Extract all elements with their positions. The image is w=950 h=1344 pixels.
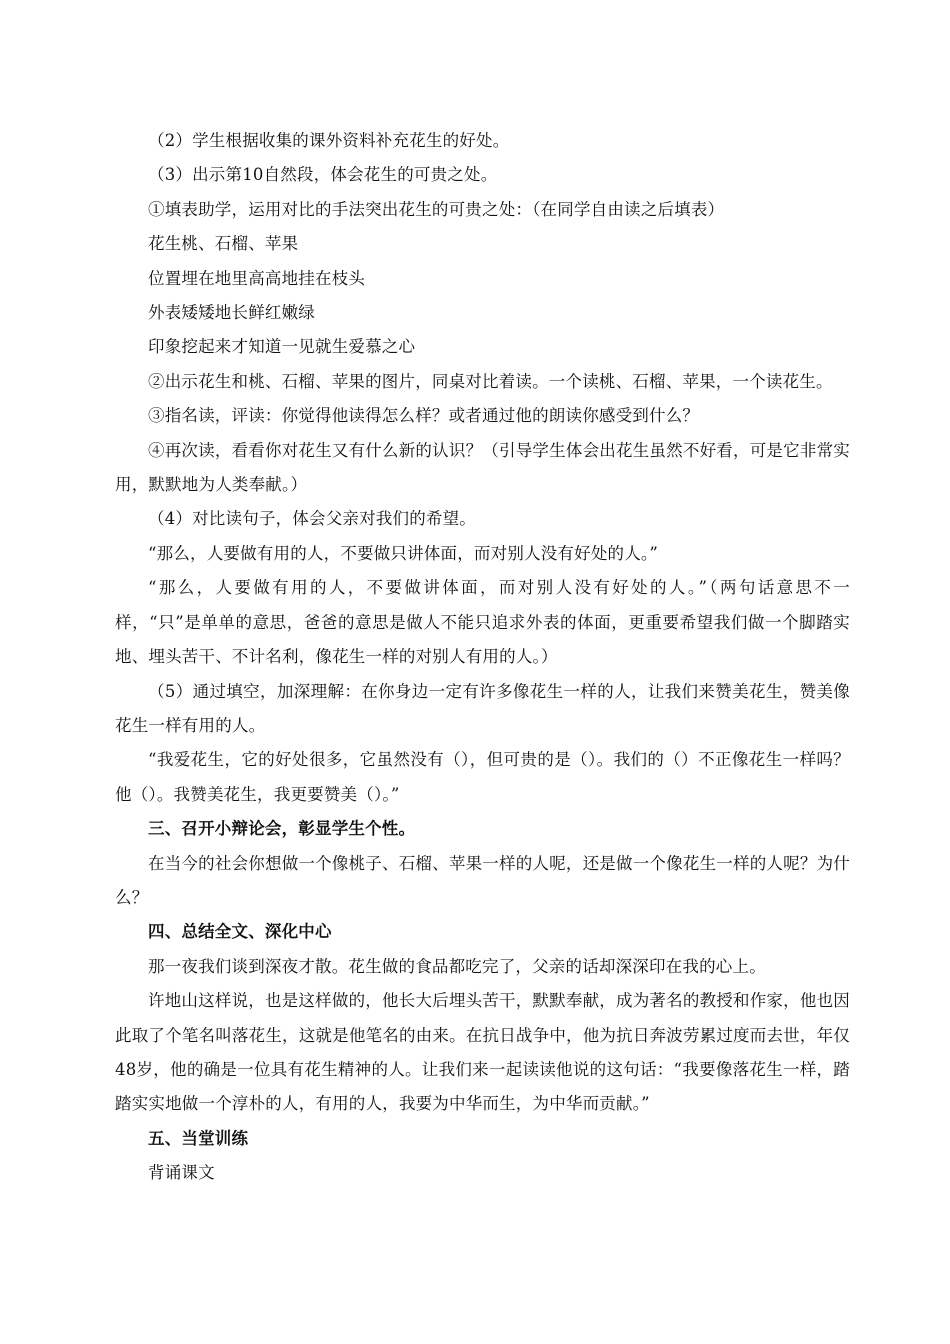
named-reading-text: ③指名读，评读：你觉得他读得怎么样？或者通过他的朗读你感受到什么？ [148,406,700,426]
sub-point-4-text: （4）对比读句子，体会父亲对我们的希望。 [148,509,476,529]
table-activity-text: ①填表助学，运用对比的手法突出花生的可贵之处：（在同学自由读之后填表） [148,199,725,219]
summary-text-1: 那一夜我们谈到深夜才散。花生做的食品都吃完了，父亲的话却深深印在我的心上。 [148,956,766,976]
table-row-appearance: 外表矮矮地长鲜红嫩绿 [148,303,315,323]
table-row-header: 花生桃、石榴、苹果 [148,234,299,254]
sub-point-5-text: （5）通过填空，加深理解：在你身边一定有许多像花生一样的人，让我们来赞美花生，赞美像花生一样有用的人。 [115,681,850,735]
table-row-position: 位置埋在地里高高地挂在枝头 [148,268,366,288]
reread-text: ④再次读，看看你对花生又有什么新的认识？（引导学生体会出花生虽然不好看，可是它非常实用，默默地为人类奉献。） [115,440,850,495]
sub-point-2-text: （2）学生根据收集的课外资料补充花生的好处。 [148,131,510,150]
section-3-heading: 三、召开小辩论会，彰显学生个性。 [148,819,416,839]
recite-text: 背诵课文 [148,1163,215,1183]
summary-text-2: 许地山这样说，也是这样做的，他长大后埋头苦干，默默奉献，成为著名的教授和作家，他也因此取了个笔名叫落花生，这就是他笔名的由来。在抗日战争中，他为抗日奔波劳累过度而去世，年仅48岁，他的确是一位具有花生精神的人。让我们来一起读读他说的这句话：“我要像落花生一样，踏踏实实地做一个淳朴的人，有用的人，我要为中华而生，为中华而贡献。” [115,991,850,1114]
fill-blank-text: “我爱花生，它的好处很多，它虽然没有（），但可贵的是（）。我们的（）不正像花生一样吗？他（）。我赞美花生，我更要赞美（）。” [115,750,850,804]
debate-question-text: 在当今的社会你想做一个像桃子、石榴、苹果一样的人呢，还是做一个像花生一样的人呢？为什么？ [115,853,850,907]
quote-sentence-1: “那么，人要做有用的人，不要做只讲体面，而对别人没有好处的人。” [148,543,659,563]
section-4-heading: 四、总结全文、深化中心 [148,922,332,942]
picture-reading-text: ②出示花生和桃、石榴、苹果的图片，同桌对比着读。一个读桃、石榴、苹果，一个读花生。 [148,371,833,391]
document-body [115,124,850,1191]
table-row-impression: 印象挖起来才知道一见就生爱慕之心 [148,337,416,357]
quote-sentence-2: “那么，人要做有用的人，不要做讲体面，而对别人没有好处的人。”（两句话意思不一样，“只”是单单的意思，爸爸的意思是做人不能只追求外表的体面，更重要希望我们做一个脚踏实地、埋头苦干、不计名利，像花生一样的对别人有用的人。） [115,578,850,667]
sub-point-3-text: （3）出示第10自然段，体会花生的可贵之处。 [148,165,498,185]
section-5-heading: 五、当堂训练 [148,1128,249,1148]
